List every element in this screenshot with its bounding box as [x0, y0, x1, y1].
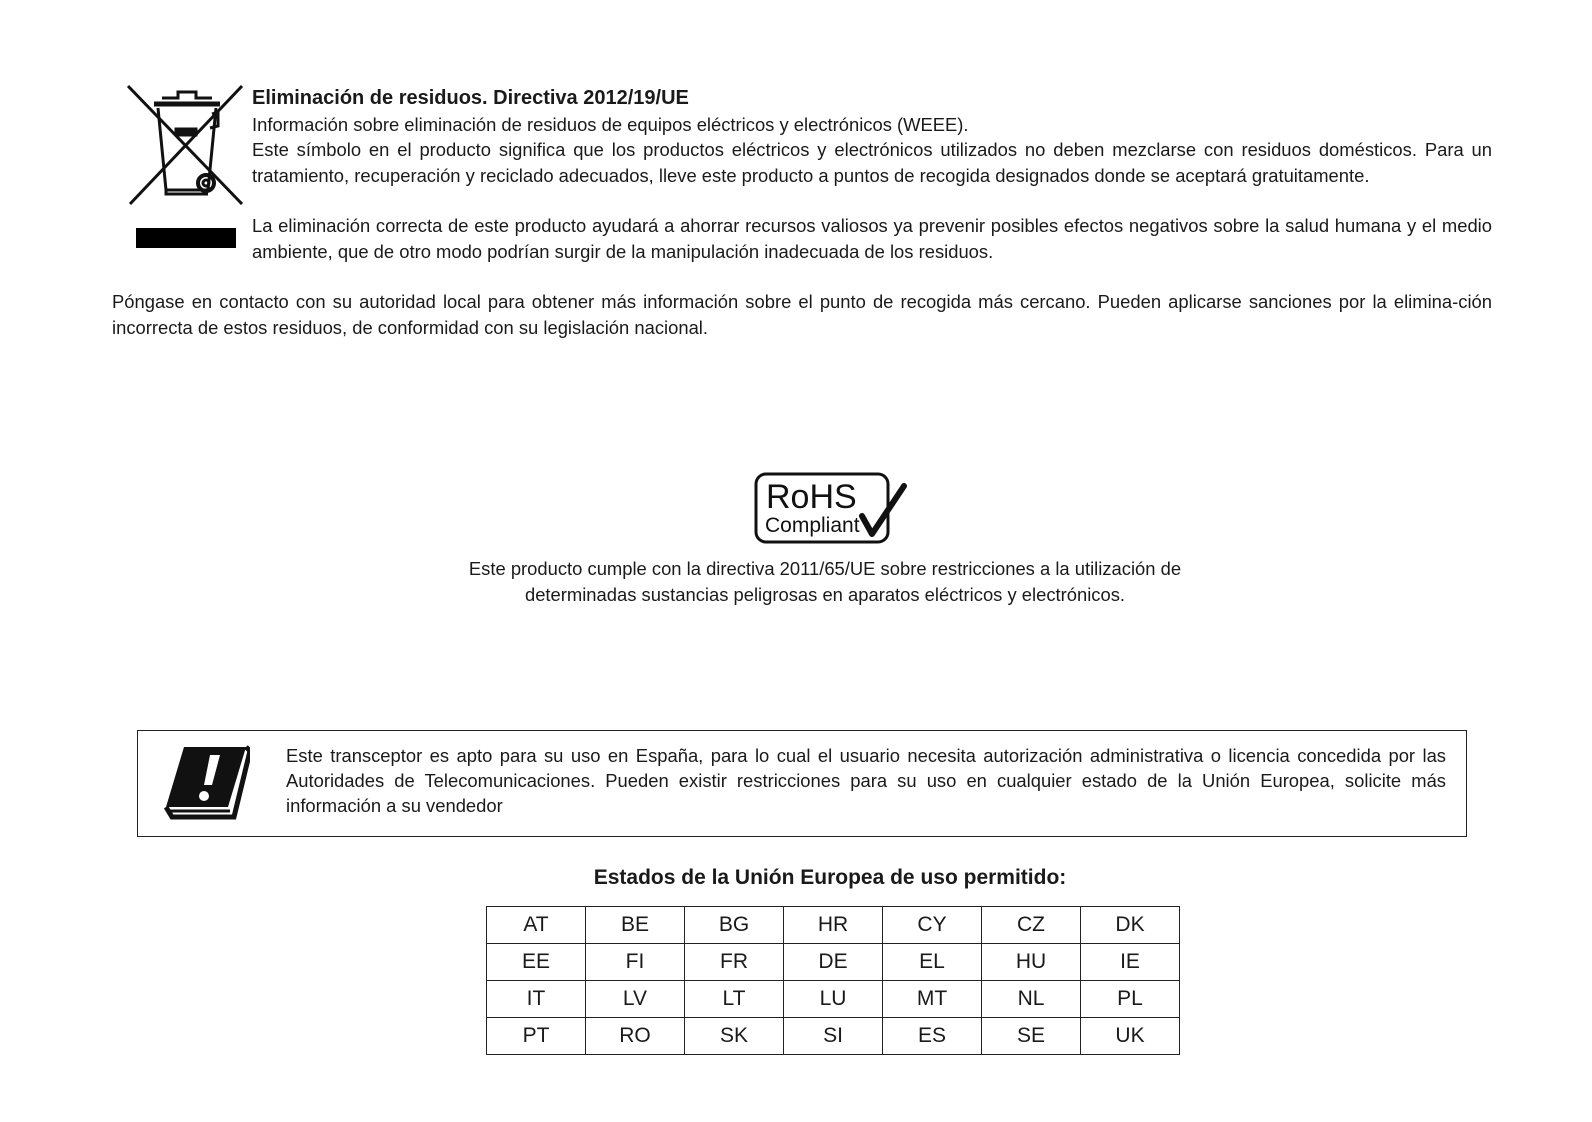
country-code-cell: EE	[487, 944, 586, 981]
country-code-cell: PL	[1081, 981, 1180, 1018]
rohs-statement	[380, 556, 1270, 608]
manual-exclamation-icon	[164, 745, 250, 825]
country-code-cell: UK	[1081, 1018, 1180, 1055]
country-code-cell: ES	[883, 1018, 982, 1055]
country-code-cell: AT	[487, 907, 586, 944]
rohs-statement-line: Este producto cumple con la directiva 2011/65/UE sobre restricciones a la utilización de	[468, 558, 1182, 579]
country-code-cell: CY	[883, 907, 982, 944]
country-code-cell: IT	[487, 981, 586, 1018]
country-code-cell: HU	[982, 944, 1081, 981]
weee-benefit-paragraph: La eliminación correcta de este producto ayudará a ahorrar recursos valiosos ya prevenir posibles efectos negativos sobre la salud humana y el medio ambiente, que de otro modo podrían surgir de la manipulación inadecuada de los residuos.	[252, 215, 1492, 262]
weee-symbol-paragraph: Este símbolo en el producto significa que los productos eléctricos y electrónicos utilizados no deben mezclarse con residuos domésticos. Para un tratamiento, recuperación y reciclado adecuados, lleve este producto a puntos de recogida designados donde se aceptará gratuitamente.	[252, 139, 1492, 186]
country-code-cell: CZ	[982, 907, 1081, 944]
weee-info-line: Información sobre eliminación de residuos de equipos eléctricos y electrónicos (WEEE).	[252, 114, 969, 135]
country-code-cell: SE	[982, 1018, 1081, 1055]
country-code-cell: SI	[784, 1018, 883, 1055]
country-code-cell: IE	[1081, 944, 1180, 981]
country-code-cell: LV	[586, 981, 685, 1018]
table-row	[487, 907, 1180, 944]
license-warning-text: Este transceptor es apto para su uso en España, para lo cual el usuario necesita autorización administrativa o licencia concedida por las Autoridades de Telecomunicaciones. Pueden existir restricciones para su uso en cualquier estado de la Unión Europea, solicite más información a su vendedor	[286, 745, 1446, 816]
license-warning-box	[137, 730, 1467, 837]
country-code-cell: SK	[685, 1018, 784, 1055]
country-code-cell: DK	[1081, 907, 1180, 944]
country-code-cell: NL	[982, 981, 1081, 1018]
country-code-cell: FR	[685, 944, 784, 981]
country-code-cell: BG	[685, 907, 784, 944]
table-row	[487, 944, 1180, 981]
eu-states-table	[486, 906, 1180, 1055]
country-code-cell: MT	[883, 981, 982, 1018]
table-row	[487, 981, 1180, 1018]
rohs-logo-title: RoHS	[766, 478, 857, 516]
crossed-out-wheelie-bin-icon	[126, 84, 244, 250]
weee-title: Eliminación de residuos. Directiva 2012/19/UE	[252, 87, 689, 109]
eu-states-title: Estados de la Unión Europea de uso permitido:	[593, 866, 1067, 889]
country-code-cell: LU	[784, 981, 883, 1018]
country-code-cell: HR	[784, 907, 883, 944]
country-code-cell: FI	[586, 944, 685, 981]
country-code-cell: DE	[784, 944, 883, 981]
country-code-cell: EL	[883, 944, 982, 981]
rohs-logo-subtitle: Compliant	[765, 514, 860, 537]
country-code-cell: PT	[487, 1018, 586, 1055]
checkmark-icon	[862, 486, 904, 534]
rohs-statement-line: determinadas sustancias peligrosas en aparatos eléctricos y electrónicos.	[524, 584, 1126, 605]
weee-contact-paragraph: Póngase en contacto con su autoridad local para obtener más información sobre el punto de recogida más cercano. Pueden aplicarse sanciones por la elimina-ción incorrecta de estos residuos, de conformidad con su legislación nacional.	[112, 291, 1492, 338]
rohs-compliant-logo	[754, 472, 910, 546]
table-row	[487, 1018, 1180, 1055]
country-code-cell: LT	[685, 981, 784, 1018]
country-code-cell: BE	[586, 907, 685, 944]
country-code-cell: RO	[586, 1018, 685, 1055]
